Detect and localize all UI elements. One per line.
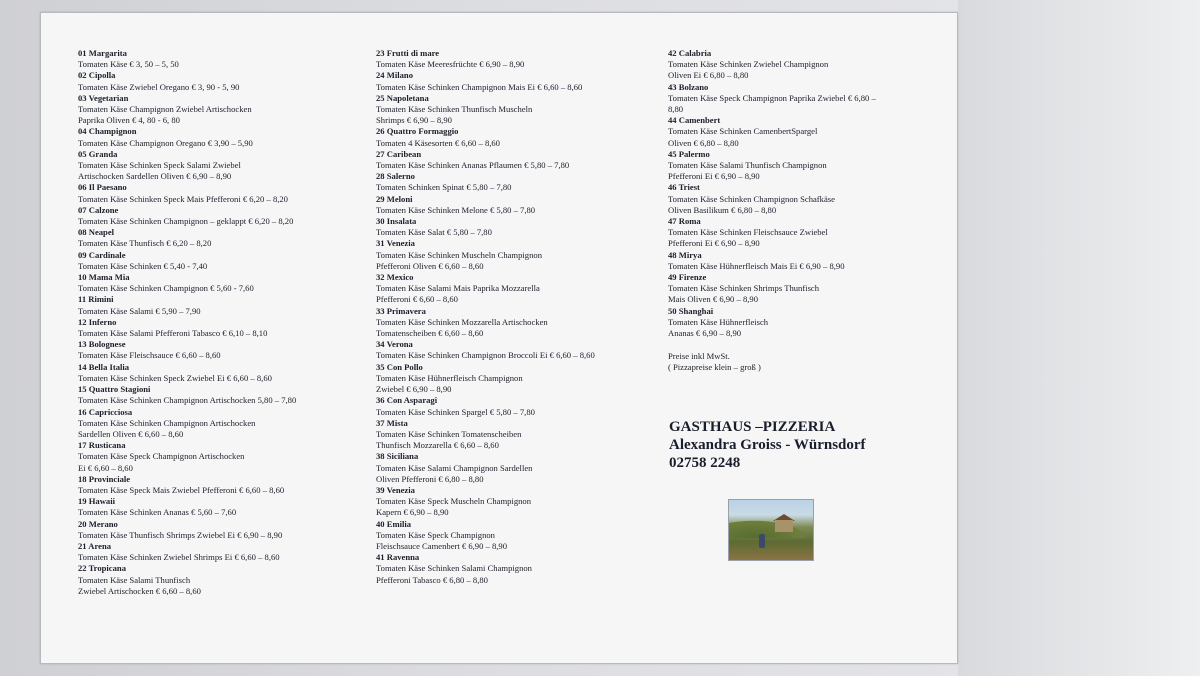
menu-item-description: Tomaten Käse Schinken Salami Champignon Pfefferoni Tabasco € 6,80 – 8,80 xyxy=(376,563,532,585)
menu-item-description: Tomaten Käse Speck Muscheln Champignon Kapern € 6,90 – 8,90 xyxy=(376,496,532,518)
menu-item-title: 41 Ravenna xyxy=(376,552,420,563)
menu-item xyxy=(668,250,918,272)
menu-item-description: Tomaten Käse Schinken Shrimps Thunfisch Mais Oliven € 6,90 – 8,90 xyxy=(668,283,820,305)
menu-item-description: Tomaten Käse Speck Champignon Paprika Zwiebel € 6,80 – 8,80 xyxy=(668,92,876,115)
menu-item-title: 10 Mama Mia xyxy=(78,272,130,283)
menu-item xyxy=(78,317,368,339)
menu-item xyxy=(78,541,368,563)
menu-item xyxy=(668,272,918,306)
menu-item-description: Tomaten Käse Hühnerfleisch Ananas € 6,90 – 8,90 xyxy=(668,316,769,339)
menu-item-title: 03 Vegetarian xyxy=(78,92,129,103)
menu-item-title: 45 Palermo xyxy=(668,148,710,159)
menu-item xyxy=(78,272,368,294)
menu-item-description: Tomaten Käse € 3, 50 – 5, 50 xyxy=(78,59,179,70)
menu-item xyxy=(78,205,368,227)
menu-item xyxy=(376,306,661,340)
menu-item xyxy=(78,339,368,361)
menu-item-description: Tomaten Käse Champignon Zwiebel Artischocken Paprika Oliven € 4, 80 - 6, 80 xyxy=(78,104,252,126)
menu-item-title: 48 Mirya xyxy=(668,249,702,260)
menu-item xyxy=(668,48,918,82)
menu-item-title: 37 Mista xyxy=(376,417,408,428)
menu-item-description: Tomaten Käse Fleischsauce € 6,60 – 8,60 xyxy=(78,350,221,361)
menu-item xyxy=(78,563,368,597)
menu-item-title: 20 Merano xyxy=(78,518,118,529)
menu-item-description: Tomaten Käse Schinken Speck Salami Zwiebel Artischocken Sardellen Oliven € 6,90 – 8,90 xyxy=(78,160,241,182)
menu-item xyxy=(376,418,661,452)
menu-item-description: Tomaten Käse Schinken Melone € 5,80 – 7,80 xyxy=(376,204,536,215)
menu-item-title: 44 Camenbert xyxy=(668,115,721,126)
menu-item-title: 33 Primavera xyxy=(376,305,426,316)
menu-column-1 xyxy=(78,48,368,597)
menu-item-description: Tomaten Käse Schinken Fleischsauce Zwiebel Pfefferoni Ei € 6,90 – 8,90 xyxy=(668,227,828,249)
menu-item xyxy=(376,149,661,171)
menu-item-description: Tomaten Käse Schinken Champignon – geklappt € 6,20 – 8,20 xyxy=(78,216,294,227)
menu-item xyxy=(78,48,368,70)
menu-item-description: Tomaten Käse Salami € 5,90 – 7,90 xyxy=(78,305,201,316)
menu-item-title: 02 Cipolla xyxy=(78,70,116,81)
menu-item-title: 46 Triest xyxy=(668,182,700,193)
menu-item-title: 29 Meloni xyxy=(376,193,413,204)
menu-item-description: Tomaten Käse Champignon Oregano € 3,90 – 5,90 xyxy=(78,137,253,148)
menu-item-title: 31 Venezia xyxy=(376,238,415,249)
menu-item xyxy=(376,171,661,193)
background-desk xyxy=(958,0,1200,676)
menu-item-title: 35 Con Pollo xyxy=(376,361,423,372)
menu-item xyxy=(376,126,661,148)
menu-item xyxy=(376,194,661,216)
menu-item xyxy=(668,115,918,149)
menu-item-description: Tomaten Käse Schinken Speck Zwiebel Ei € 6,60 – 8,60 xyxy=(78,372,272,383)
menu-item xyxy=(78,519,368,541)
menu-item-description: Tomaten Käse Speck Mais Zwiebel Pfefferoni € 6,60 – 8,60 xyxy=(78,484,285,495)
menu-item xyxy=(668,82,918,116)
menu-item-title: 16 Capricciosa xyxy=(78,406,133,417)
menu-item xyxy=(668,306,918,340)
menu-item-title: 18 Provinciale xyxy=(78,473,131,484)
menu-item-description: Tomaten Käse Schinken Champignon Mais Ei € 6,60 – 8,60 xyxy=(376,81,583,92)
menu-item-description: Tomaten Käse Schinken Champignon € 5,60 - 7,60 xyxy=(78,283,254,294)
business-phone: 02758 2248 xyxy=(669,455,741,471)
menu-item-title: 04 Champignon xyxy=(78,126,137,137)
menu-item-description: Tomaten Käse Schinken Thunfisch Muscheln Shrimps € 6,90 – 8,90 xyxy=(376,104,533,126)
menu-item-title: 50 Shanghai xyxy=(668,305,714,316)
menu-item-title: 11 Rimini xyxy=(78,294,114,305)
menu-column-2 xyxy=(376,48,661,586)
menu-column-3 xyxy=(668,48,918,373)
menu-item xyxy=(668,182,918,216)
menu-item-description: Tomaten Käse Salami Pfefferoni Tabasco € 6,10 – 8,10 xyxy=(78,328,268,339)
menu-item-title: 27 Caribean xyxy=(376,148,422,159)
menu-item-description: Tomaten Käse Schinken Mozzarella Artischocken Tomatenscheiben € 6,60 – 8,60 xyxy=(376,316,548,339)
menu-item-description: Tomaten Käse Schinken Speck Mais Pfefferoni € 6,20 – 8,20 xyxy=(78,193,288,204)
menu-item-title: 24 Milano xyxy=(376,70,414,81)
menu-item xyxy=(376,48,661,70)
business-name: GASTHAUS –PIZZERIA xyxy=(669,419,836,435)
menu-item-title: 21 Arena xyxy=(78,540,112,551)
menu-item-title: 39 Venezia xyxy=(376,484,415,495)
menu-item xyxy=(78,250,368,272)
menu-item-title: 38 Siciliana xyxy=(376,451,419,462)
menu-item-description: Tomaten Käse Salami Thunfisch Champignon Pfefferoni Ei € 6,90 – 8,90 xyxy=(668,160,827,182)
menu-item-title: 36 Con Asparagi xyxy=(376,395,438,406)
photo-figure xyxy=(759,534,765,548)
menu-item-title: 43 Bolzano xyxy=(668,81,709,92)
menu-item xyxy=(376,70,661,92)
menu-item-description: Tomaten Käse Hühnerfleisch Mais Ei € 6,90 – 8,90 xyxy=(668,260,845,271)
menu-item xyxy=(78,407,368,441)
menu-item-title: 42 Calabria xyxy=(668,48,712,58)
menu-item xyxy=(376,485,661,519)
menu-item xyxy=(376,451,661,485)
menu-item xyxy=(668,149,918,183)
photo-hill xyxy=(729,518,813,538)
menu-item-description: Tomaten Käse Thunfisch Shrimps Zwiebel Ei € 6,90 – 8,90 xyxy=(78,529,283,540)
menu-item xyxy=(376,339,661,361)
menu-item-title: 01 Margarita xyxy=(78,48,127,58)
menu-item-title: 25 Napoletana xyxy=(376,92,429,103)
menu-item-description: Tomaten Käse Salami Mais Paprika Mozzarella Pfefferoni € 6,60 – 8,60 xyxy=(376,283,540,305)
menu-item-description: Tomaten Käse Salat € 5,80 – 7,80 xyxy=(376,227,492,238)
menu-item xyxy=(78,182,368,204)
menu-item-description: Tomaten Käse Schinken Zwiebel Shrimps Ei € 6,60 – 8,60 xyxy=(78,552,280,563)
menu-item-title: 19 Hawaii xyxy=(78,496,116,507)
menu-item xyxy=(78,149,368,183)
menu-item-title: 28 Salerno xyxy=(376,171,415,182)
menu-item-title: 30 Insalata xyxy=(376,216,417,227)
menu-item-title: 17 Rusticana xyxy=(78,440,126,451)
menu-item-title: 26 Quattro Formaggio xyxy=(376,126,459,137)
menu-item-description: Tomaten Käse Salami Thunfisch Zwiebel Artischocken € 6,60 – 8,60 xyxy=(78,574,201,596)
menu-item xyxy=(668,216,918,250)
business-owner-location: Alexandra Groiss - Würnsdorf xyxy=(669,437,866,453)
menu-item xyxy=(78,126,368,148)
menu-item xyxy=(78,496,368,518)
menu-item-description: Tomaten Käse Schinken Champignon Schafkäse Oliven Basilikum € 6,80 – 8,80 xyxy=(668,193,835,215)
menu-item xyxy=(78,474,368,496)
menu-item-description: Tomaten Käse Schinken Spargel € 5,80 – 7,80 xyxy=(376,406,535,417)
menu-item-title: 08 Neapel xyxy=(78,227,115,238)
price-note: Preise inkl MwSt. ( Pizzapreise klein – groß ) xyxy=(668,351,761,373)
menu-item-title: 34 Verona xyxy=(376,339,413,350)
menu-item-description: Tomaten 4 Käsesorten € 6,60 – 8,60 xyxy=(376,137,500,148)
menu-item-description: Tomaten Käse Meeresfrüchte € 6,90 – 8,90 xyxy=(376,59,525,70)
menu-item-title: 14 Bella Italia xyxy=(78,361,130,372)
menu-item xyxy=(78,70,368,92)
menu-item-description: Tomaten Käse Salami Champignon Sardellen Oliven Pfefferoni € 6,80 – 8,80 xyxy=(376,462,533,484)
menu-item-description: Tomaten Käse Schinken € 5,40 - 7,40 xyxy=(78,260,208,271)
menu-item-description: Tomaten Käse Schinken Champignon Artischocken 5,80 – 7,80 xyxy=(78,395,297,406)
menu-item-title: 32 Mexico xyxy=(376,272,414,283)
menu-item xyxy=(376,552,661,586)
menu-item-title: 09 Cardinale xyxy=(78,249,126,260)
menu-item-title: 40 Emilia xyxy=(376,518,412,529)
menu-item-title: 06 Il Paesano xyxy=(78,182,127,193)
menu-item-title: 23 Frutti di mare xyxy=(376,48,440,58)
menu-item-description: Tomaten Käse Speck Champignon Artischocken Ei € 6,60 – 8,60 xyxy=(78,451,245,473)
menu-item xyxy=(78,227,368,249)
menu-item xyxy=(78,362,368,384)
menu-item xyxy=(376,216,661,238)
menu-item xyxy=(376,395,661,417)
menu-item-description: Tomaten Käse Schinken CamenbertSpargel Oliven € 6,80 – 8,80 xyxy=(668,126,818,148)
menu-item-description: Tomaten Käse Schinken Tomatenscheiben Thunfisch Mozzarella € 6,60 – 8,60 xyxy=(376,428,522,451)
menu-item-description: Tomaten Käse Zwiebel Oregano € 3, 90 - 5, 90 xyxy=(78,81,240,92)
menu-item-title: 13 Bolognese xyxy=(78,339,126,350)
menu-item-title: 22 Tropicana xyxy=(78,563,126,574)
menu-item-title: 47 Roma xyxy=(668,216,701,227)
menu-item-description: Tomaten Käse Schinken Champignon Broccoli Ei € 6,60 – 8,60 xyxy=(376,350,595,361)
menu-item-description: Tomaten Käse Schinken Ananas Pflaumen € 5,80 – 7,80 xyxy=(376,160,570,171)
menu-item-description: Tomaten Käse Schinken Zwiebel Champignon Oliven Ei € 6,80 – 8,80 xyxy=(668,59,829,81)
menu-item-description: Tomaten Käse Schinken Ananas € 5,60 – 7,60 xyxy=(78,507,237,518)
menu-item xyxy=(78,294,368,316)
menu-item-title: 12 Inferno xyxy=(78,316,117,327)
menu-item xyxy=(376,519,661,553)
menu-item-description: Tomaten Käse Speck Champignon Fleischsauce Camenbert € 6,90 – 8,90 xyxy=(376,529,508,551)
landscape-photo xyxy=(728,499,814,561)
menu-item-title: 05 Granda xyxy=(78,148,118,159)
photo-house xyxy=(775,520,793,532)
menu-item-title: 15 Quattro Stagioni xyxy=(78,384,151,395)
menu-item xyxy=(376,238,661,272)
menu-item-title: 49 Firenze xyxy=(668,272,707,283)
menu-item xyxy=(376,272,661,306)
menu-item-description: Tomaten Käse Hühnerfleisch Champignon Zwiebel € 6,90 – 8,90 xyxy=(376,372,523,395)
menu-item-title: 07 Calzone xyxy=(78,204,119,215)
menu-item-description: Tomaten Käse Schinken Champignon Artischocken Sardellen Oliven € 6,60 – 8,60 xyxy=(78,417,256,439)
menu-item xyxy=(376,362,661,396)
menu-item-description: Tomaten Schinken Spinat € 5,80 – 7,80 xyxy=(376,182,512,193)
menu-item-description: Tomaten Käse Schinken Muscheln Champignon Pfefferoni Oliven € 6,60 – 8,60 xyxy=(376,249,542,271)
menu-item-description: Tomaten Käse Thunfisch € 6,20 – 8,20 xyxy=(78,238,212,249)
menu-item xyxy=(78,384,368,406)
menu-item xyxy=(376,93,661,127)
menu-item xyxy=(78,93,368,127)
business-info xyxy=(669,418,866,472)
menu-item xyxy=(78,440,368,474)
